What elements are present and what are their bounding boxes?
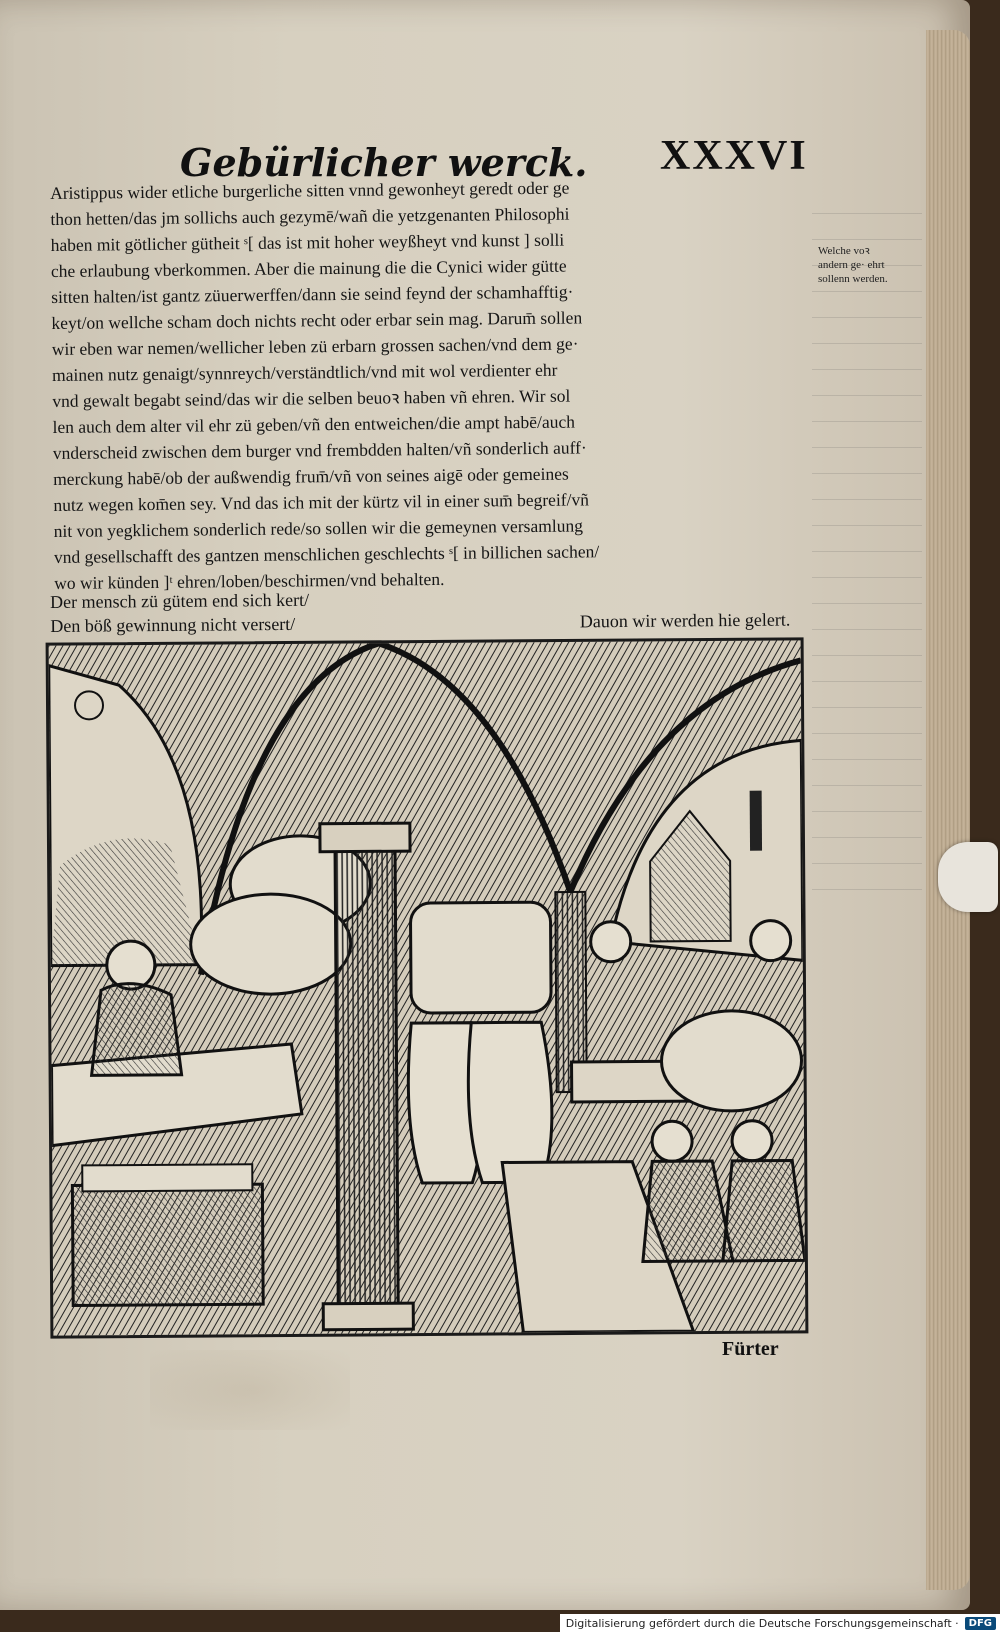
text-line: thon hetten/das jm sollichs auch gezymē/wañ die yetzgenanten Philosophi bbox=[50, 203, 570, 229]
verse-line-2b: Dauon wir werden hie gelert. bbox=[579, 609, 791, 632]
marginal-note: Welche voꝛ andern ge· ehrt sollenn werden. bbox=[818, 245, 888, 285]
woodcut-illustration bbox=[46, 637, 809, 1338]
sack bbox=[468, 1022, 552, 1183]
text-line: vnderscheid zwischen dem burger vnd frembdden halten/vñ sonderlich auff· bbox=[52, 437, 587, 463]
page-fore-edge bbox=[926, 30, 970, 1590]
text-line: wir eben war nemen/wellicher leben zü erbarn grossen sachen/vnd dem ge· bbox=[51, 333, 579, 359]
text-line: che erlaubung vberkommen. Aber die mainung die die Cynici wider gütte bbox=[50, 255, 567, 281]
text-line: mainen nutz genaigt/synnreych/verständtlich/vnd mit wol verdienter ehr bbox=[51, 359, 558, 385]
merchant-head bbox=[107, 941, 155, 989]
column-base bbox=[323, 1303, 413, 1330]
body-text bbox=[50, 172, 814, 596]
text-line: haben mit götlicher gütheit ˢ[ das ist mit hoher weyßheyt vnd kunst ] solli bbox=[50, 229, 565, 255]
text-line: nit von yegklichem sonderlich rede/so sollen wir die gemeynen versamlung bbox=[53, 515, 584, 541]
catchword: Fürter bbox=[722, 1338, 779, 1360]
porter-head bbox=[732, 1121, 772, 1161]
porter-head bbox=[591, 922, 631, 962]
account-book bbox=[82, 1164, 252, 1191]
wagon-bale bbox=[661, 1010, 802, 1111]
text-line: sitten halten/ist gantz züuerwerffen/dann sie seind feynd der schamhafftig· bbox=[51, 281, 574, 307]
text-line: keyt/on wellche scham doch nichts recht oder erbar sein mag. Darum̄ sollen bbox=[51, 307, 583, 333]
paper-stain bbox=[150, 1350, 350, 1430]
verse-caption bbox=[50, 583, 810, 638]
page-clip bbox=[938, 842, 998, 912]
porter-head bbox=[652, 1121, 692, 1161]
bleed-through-text bbox=[812, 200, 922, 900]
text-line: vnd gesellschafft des gantzen menschlichen geschlechts ˢ[ in billichen sachen/ bbox=[53, 541, 600, 567]
text-line: Aristippus wider etliche burgerliche sitten vnnd gewonheyt geredt oder ge bbox=[50, 177, 570, 203]
stone-column bbox=[335, 843, 398, 1323]
text-line: len auch dem alter vil ehr zü geben/vñ den entweichen/die ampt habē/auch bbox=[52, 411, 576, 437]
chimney bbox=[750, 791, 762, 851]
verse-row-2 bbox=[50, 608, 790, 638]
verse-line-1: Der mensch zü gütem end sich kert/ bbox=[50, 589, 310, 612]
digitization-credit bbox=[560, 1614, 1000, 1632]
text-line: merckung habē/ob der außwendig frum̄/vñ von seines aigē oder gemeines bbox=[53, 463, 569, 489]
porter-body bbox=[722, 1160, 805, 1261]
woodcut-svg bbox=[49, 640, 806, 1335]
text-line: vnd gewalt begabt seind/das wir die selben beuoꝛ haben vñ ehren. Wir sol bbox=[52, 385, 571, 411]
dfg-logo: DFG bbox=[965, 1617, 996, 1630]
cloth-bale-stack bbox=[410, 902, 551, 1013]
folio-number: XXXVI bbox=[660, 133, 808, 179]
column-capital bbox=[320, 823, 410, 852]
merchant-body bbox=[91, 983, 182, 1075]
credit-text: Digitalisierung gefördert durch die Deutsche Forschungsgemeinschaft · bbox=[565, 1616, 959, 1630]
porter-head bbox=[751, 920, 791, 960]
text-line: wo wir künden ]ᵗ ehren/loben/beschirmen/vnd behalten. bbox=[54, 568, 445, 593]
cloth-bale bbox=[190, 894, 351, 995]
text-line: nutz wegen kom̄en sey. Vnd das ich mit der kürtz vil in einer sum̄ begreif/vñ bbox=[53, 489, 590, 515]
running-head: Gebürlicher werck. bbox=[180, 140, 588, 185]
verse-line-2a: Den böß gewinnung nicht versert/ bbox=[50, 613, 296, 636]
strongbox-chest bbox=[72, 1184, 263, 1305]
